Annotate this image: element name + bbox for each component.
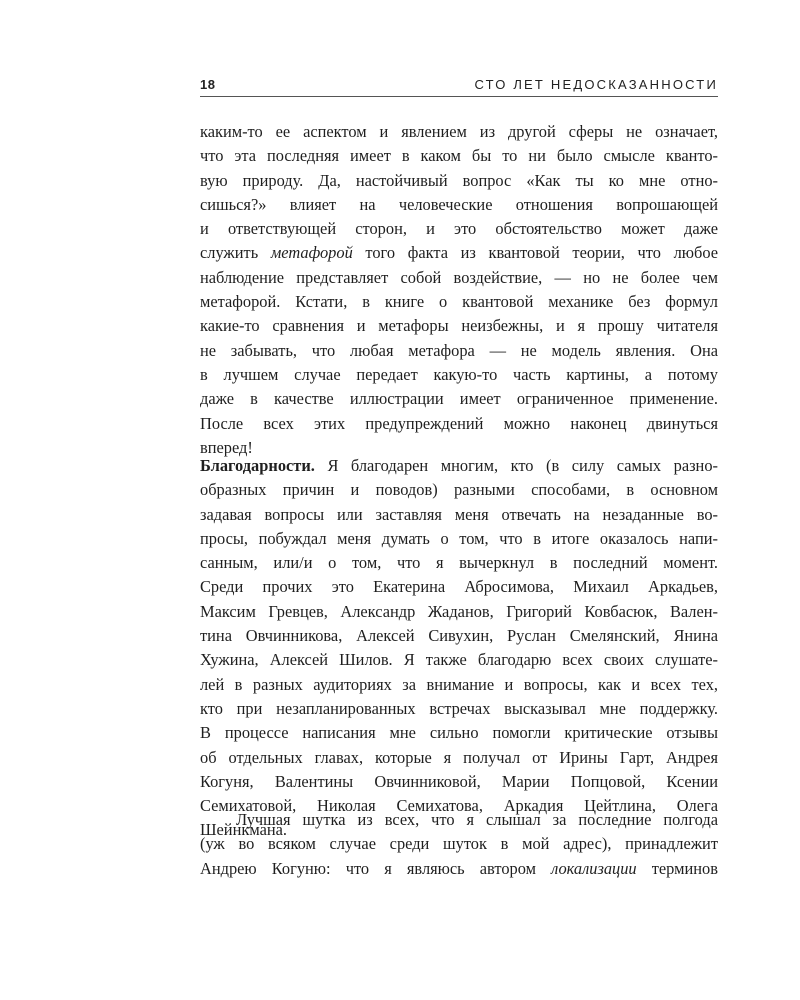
- text-line: каким-то ее аспектом и явлением из другой сферы не означает,: [200, 122, 718, 141]
- italic-term: метафорой: [270, 243, 353, 263]
- text-line: вую природу. Да, настойчивый вопрос «Как ты ко мне отно-: [200, 170, 718, 190]
- text-line: что эта последняя имеет в каком бы то ни было смысле кванто-: [200, 146, 718, 166]
- text-line: не забывать, что любая метафора — не модель явления. Она: [200, 340, 718, 360]
- text-line: Среди прочих это Екатерина Абросимова, Михаил Аркадьев,: [200, 577, 718, 597]
- text-line: Максим Гревцев, Александр Жаданов, Григорий Ковбасюк, Вален-: [200, 601, 718, 621]
- text-line: какие-то сравнения и метафоры неизбежны, и я прошу читателя: [200, 316, 718, 336]
- text-line: Шейнкмана.: [200, 820, 287, 840]
- text-line: в лучшем случае передает какую-то часть картины, а потому: [200, 364, 718, 384]
- paragraph-acknowledgements: [200, 454, 718, 843]
- running-title: СТО ЛЕТ НЕДОСКАЗАННОСТИ: [474, 77, 718, 92]
- header-rule: [200, 96, 718, 97]
- text-fragment: Андрею Когуню: что я являюсь автором: [200, 858, 552, 878]
- text-line: Когуня, Валентины Овчинниковой, Марии Попцовой, Ксении: [200, 771, 718, 791]
- text-line: образных причин и поводов) разными способами, в основном: [200, 480, 718, 500]
- text-line: Лучшая шутка из всех, что я слышал за последние полгода: [236, 810, 718, 829]
- page-number: 18: [200, 77, 216, 92]
- text-line: просы, побуждал меня думать о том, что в итоге оказалось напи-: [200, 528, 718, 548]
- text-line: (уж во всяком случае среди шуток в мой адрес), принадлежит: [200, 834, 718, 854]
- text-line: санным, или/и о том, что я вычеркнул в последний момент.: [200, 553, 718, 573]
- text-fragment: Я благодарен многим, кто (в силу самых разно-: [314, 456, 718, 475]
- text-line: Семихатовой, Николая Семихатова, Аркадия Цейтлина, Олега: [200, 796, 718, 816]
- text-line: задавая вопросы или заставляя меня отвечать на незаданные во-: [200, 504, 718, 524]
- text-line: даже в качестве иллюстрации имеет ограниченное применение.: [200, 389, 718, 409]
- text-line: Хужина, Алексей Шилов. Я также благодарю всех своих слушате-: [200, 650, 718, 670]
- section-run-in-heading: Благодарности.: [200, 456, 315, 475]
- book-page: [200, 0, 718, 1000]
- text-fragment: терминов: [636, 858, 718, 878]
- text-line: [200, 857, 718, 881]
- running-head: [200, 70, 718, 92]
- italic-term: локализации: [551, 858, 637, 878]
- text-line: об отдельных главах, которые я получал от Ирины Гарт, Андрея: [200, 747, 718, 767]
- text-line: вперед!: [200, 437, 253, 457]
- paragraph-joke: [200, 808, 718, 881]
- text-line: наблюдение представляет собой воздействие, — но не более чем: [200, 267, 718, 287]
- paragraph-metaphor: [200, 120, 718, 460]
- text-line: сишься?» влияет на человеческие отношения вопрошающей: [200, 194, 718, 214]
- text-fragment: того факта из квантовой теории, что любое: [352, 243, 718, 263]
- text-line: метафорой. Кстати, в книге о квантовой механике без формул: [200, 292, 718, 312]
- text-line: [200, 454, 718, 478]
- text-line: После всех этих предупреждений можно наконец двинуться: [200, 413, 718, 433]
- text-line: [200, 241, 718, 265]
- text-line: В процессе написания мне сильно помогли критические отзывы: [200, 723, 718, 743]
- text-line: кто при незапланированных встречах высказывал мне поддержку.: [200, 698, 718, 718]
- text-line: и ответствующей сторон, и это обстоятельство может даже: [200, 219, 718, 239]
- text-line: тина Овчинникова, Алексей Сивухин, Руслан Смелянский, Янина: [200, 626, 718, 646]
- text-line: лей в разных аудиториях за внимание и вопросы, как и всех тех,: [200, 674, 718, 694]
- text-fragment: служить: [200, 243, 271, 263]
